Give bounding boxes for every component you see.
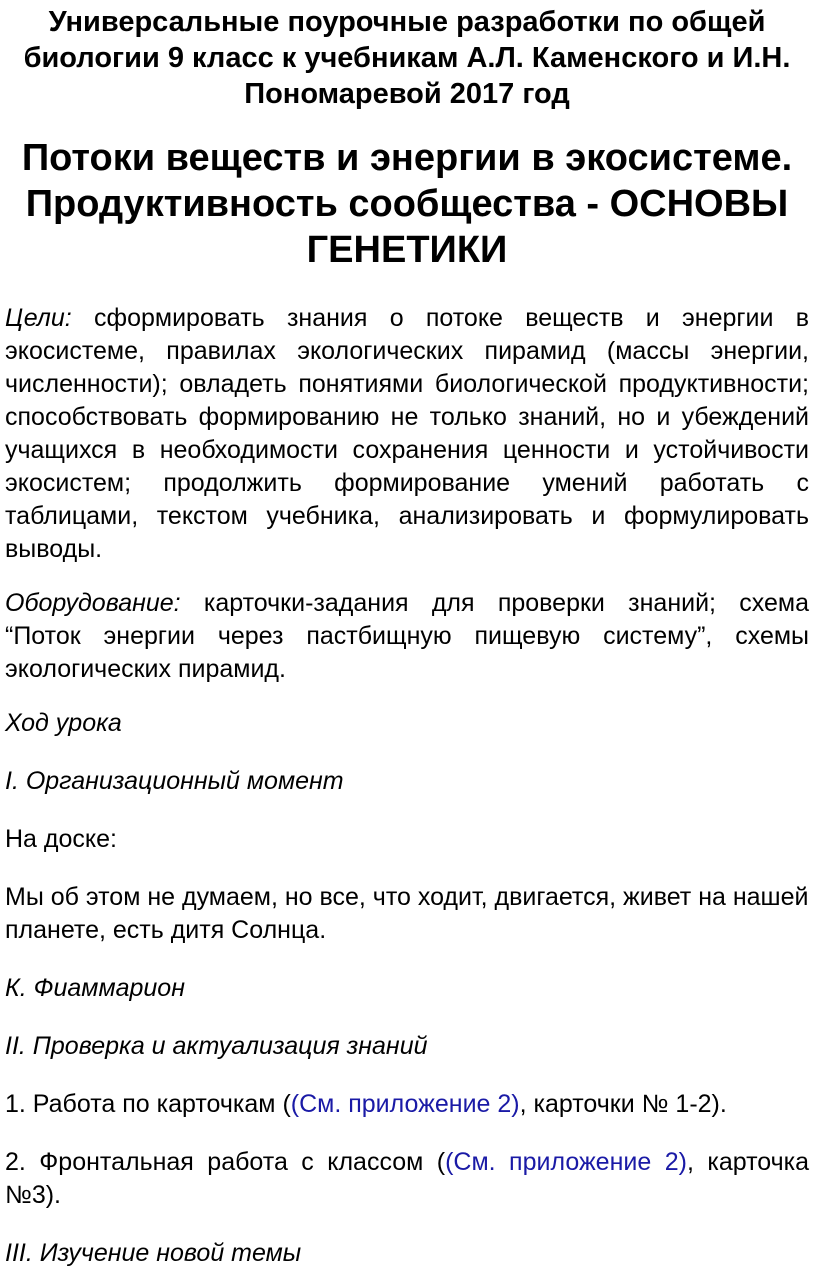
appendix-link-2[interactable]: (См. приложение 2) — [445, 1148, 687, 1176]
board-label: На доске: — [5, 825, 117, 853]
goals-text: сформировать знания о потоке веществ и энергии в экосистеме, правилах экологических пирамид (массы энергии, численности); овладеть понятиями биологической продуктивности; способствовать формированию не только знаний, но и убеждений учащихся в необходимости сохранения ценности и устойчивости экосистем; продолжить формирование умений работать с таблицами, текстом учебника, анализировать и формулировать выводы. — [5, 304, 809, 563]
section-heading-new-topic: III. Изучение новой темы — [5, 1239, 302, 1267]
section-heading-knowledge-check: II. Проверка и актуализация знаний — [5, 1032, 428, 1060]
equipment-text: карточки-задания для проверки знаний; схема “Поток энергии через пастбищную пищевую систему”, схемы экологических пирамид. — [5, 589, 809, 683]
equipment-paragraph — [5, 587, 809, 686]
task-2-text-before: 2. Фронтальная работа с классом ( — [5, 1148, 446, 1176]
goals-paragraph — [5, 302, 809, 566]
appendix-link-1[interactable]: (См. приложение 2) — [290, 1090, 520, 1118]
task-2-text-after: , карточка №3). — [5, 1148, 810, 1209]
epigraph-author: К. Фиаммарион — [5, 974, 185, 1002]
epigraph-quote: Мы об этом не думаем, но все, что ходит, двигается, живет на нашей планете, есть дитя Солнца. — [5, 883, 809, 944]
task-1-text-before: 1. Работа по карточкам ( — [5, 1090, 291, 1118]
task-cards-item — [5, 1088, 809, 1121]
equipment-label: Оборудование: — [5, 589, 181, 617]
task-1-text-after: , карточки № 1-2). — [519, 1090, 727, 1118]
lesson-title: Потоки веществ и энергии в экосистеме. Продуктивность сообщества - ОСНОВЫ ГЕНЕТИКИ — [21, 137, 793, 271]
goals-label: Цели: — [5, 304, 72, 332]
series-title: Универсальные поурочные разработки по общей биологии 9 класс к учебникам А.Л. Каменского и И.Н. Пономаревой 2017 год — [23, 6, 791, 110]
section-heading-organizational: I. Организационный момент — [5, 767, 344, 795]
task-frontal-item — [5, 1146, 809, 1212]
lesson-flow-heading: Ход урока — [5, 709, 122, 737]
